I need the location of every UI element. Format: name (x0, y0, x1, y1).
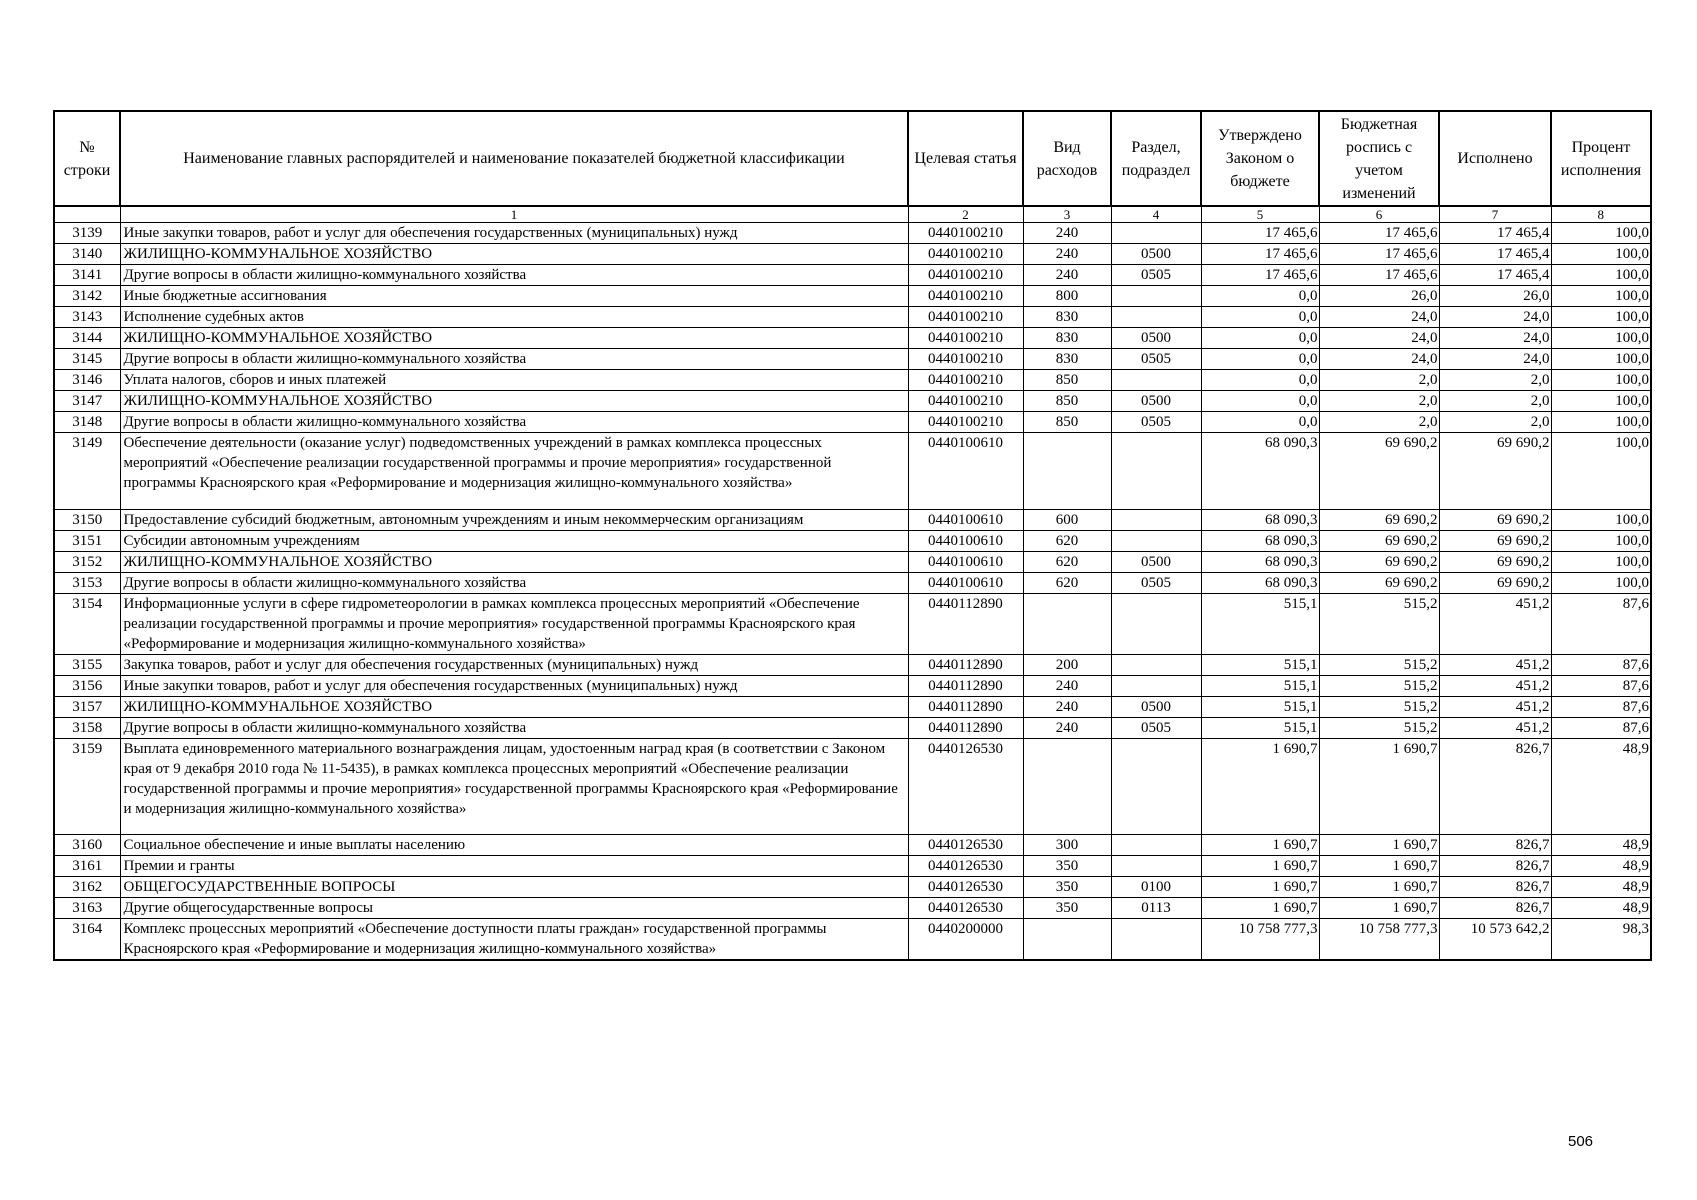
row-target-article: 0440126530 (908, 739, 1023, 835)
row-expense-type: 200 (1023, 655, 1111, 676)
table-row (54, 307, 1651, 328)
row-number: 3142 (54, 286, 120, 307)
budget-table (53, 110, 1652, 961)
row-expense-type (1023, 594, 1111, 655)
row-expense-type: 830 (1023, 328, 1111, 349)
row-section: 0500 (1111, 244, 1201, 265)
row-number: 3140 (54, 244, 120, 265)
row-expense-type: 300 (1023, 835, 1111, 856)
table-row (54, 244, 1651, 265)
row-percent: 98,3 (1551, 919, 1651, 961)
row-target-article: 0440100610 (908, 573, 1023, 594)
row-target-article: 0440112890 (908, 655, 1023, 676)
row-number: 3159 (54, 739, 120, 835)
row-approved: 68 090,3 (1201, 573, 1319, 594)
column-number-row (54, 206, 1651, 223)
row-number: 3139 (54, 223, 120, 244)
table-row (54, 391, 1651, 412)
table-row (54, 412, 1651, 433)
row-budget-schedule: 515,2 (1319, 594, 1439, 655)
row-number: 3163 (54, 898, 120, 919)
row-budget-schedule: 17 465,6 (1319, 265, 1439, 286)
row-approved: 515,1 (1201, 676, 1319, 697)
row-name: Выплата единовременного материального вознаграждения лицам, удостоенным наград края (в соответствии с Законом края от 9 декабря 2010 года № 11-5435), в рамках комплекса процессных мероприятий «Обеспечение реализации государственной программы и прочие мероприятия» государственной программы Красноярского края «Реформирование и модернизация жилищно-коммунального хозяйства» (120, 739, 908, 835)
row-expense-type: 830 (1023, 307, 1111, 328)
row-budget-schedule: 515,2 (1319, 655, 1439, 676)
row-expense-type (1023, 433, 1111, 510)
table-row (54, 531, 1651, 552)
row-expense-type: 620 (1023, 552, 1111, 573)
row-number: 3156 (54, 676, 120, 697)
row-executed: 17 465,4 (1439, 244, 1551, 265)
table-row (54, 856, 1651, 877)
row-expense-type: 240 (1023, 718, 1111, 739)
row-expense-type: 240 (1023, 265, 1111, 286)
table-row (54, 739, 1651, 835)
row-executed: 451,2 (1439, 718, 1551, 739)
row-executed: 69 690,2 (1439, 531, 1551, 552)
row-budget-schedule: 515,2 (1319, 697, 1439, 718)
row-expense-type: 350 (1023, 856, 1111, 877)
row-percent: 100,0 (1551, 328, 1651, 349)
row-executed: 826,7 (1439, 898, 1551, 919)
header-executed: Исполнено (1439, 111, 1551, 206)
header-section: Раздел, подраздел (1111, 111, 1201, 206)
row-percent: 100,0 (1551, 412, 1651, 433)
row-percent: 48,9 (1551, 739, 1651, 835)
column-number: 3 (1023, 206, 1111, 223)
header-target-article: Целевая статья (908, 111, 1023, 206)
row-target-article: 0440100210 (908, 349, 1023, 370)
row-approved: 0,0 (1201, 286, 1319, 307)
row-approved: 515,1 (1201, 718, 1319, 739)
row-name: Предоставление субсидий бюджетным, автономным учреждениям и иным некоммерческим организациям (120, 510, 908, 531)
row-approved: 0,0 (1201, 349, 1319, 370)
row-approved: 17 465,6 (1201, 265, 1319, 286)
row-percent: 87,6 (1551, 676, 1651, 697)
row-executed: 17 465,4 (1439, 223, 1551, 244)
row-executed: 451,2 (1439, 655, 1551, 676)
table-body (54, 223, 1651, 961)
row-executed: 2,0 (1439, 370, 1551, 391)
row-section (1111, 433, 1201, 510)
row-section: 0505 (1111, 718, 1201, 739)
row-budget-schedule: 17 465,6 (1319, 244, 1439, 265)
row-approved: 68 090,3 (1201, 552, 1319, 573)
column-number: 4 (1111, 206, 1201, 223)
row-percent: 87,6 (1551, 718, 1651, 739)
row-section: 0500 (1111, 552, 1201, 573)
row-name: Премии и гранты (120, 856, 908, 877)
row-number: 3144 (54, 328, 120, 349)
row-expense-type: 240 (1023, 676, 1111, 697)
row-approved: 0,0 (1201, 370, 1319, 391)
row-section (1111, 919, 1201, 961)
row-approved: 17 465,6 (1201, 223, 1319, 244)
row-executed: 69 690,2 (1439, 433, 1551, 510)
table-row (54, 510, 1651, 531)
table-row (54, 552, 1651, 573)
row-executed: 24,0 (1439, 349, 1551, 370)
row-section (1111, 594, 1201, 655)
row-expense-type: 600 (1023, 510, 1111, 531)
row-name: Другие вопросы в области жилищно-коммунального хозяйства (120, 573, 908, 594)
row-section (1111, 286, 1201, 307)
row-approved: 68 090,3 (1201, 510, 1319, 531)
row-expense-type (1023, 739, 1111, 835)
row-target-article: 0440100210 (908, 370, 1023, 391)
row-executed: 26,0 (1439, 286, 1551, 307)
row-target-article: 0440112890 (908, 676, 1023, 697)
row-executed: 2,0 (1439, 391, 1551, 412)
table-row (54, 655, 1651, 676)
column-number: 8 (1551, 206, 1651, 223)
row-executed: 451,2 (1439, 676, 1551, 697)
row-percent: 100,0 (1551, 531, 1651, 552)
row-executed: 451,2 (1439, 697, 1551, 718)
row-section: 0500 (1111, 697, 1201, 718)
row-expense-type (1023, 919, 1111, 961)
row-name: Иные закупки товаров, работ и услуг для обеспечения государственных (муниципальных) нужд (120, 676, 908, 697)
row-executed: 826,7 (1439, 739, 1551, 835)
row-section (1111, 739, 1201, 835)
row-percent: 87,6 (1551, 697, 1651, 718)
header-name: Наименование главных распорядителей и наименование показателей бюджетной классификации (120, 111, 908, 206)
table-row (54, 349, 1651, 370)
row-executed: 826,7 (1439, 856, 1551, 877)
row-approved: 1 690,7 (1201, 739, 1319, 835)
row-target-article: 0440100210 (908, 307, 1023, 328)
row-name: Другие общегосударственные вопросы (120, 898, 908, 919)
row-budget-schedule: 24,0 (1319, 307, 1439, 328)
row-approved: 1 690,7 (1201, 835, 1319, 856)
row-section: 0505 (1111, 265, 1201, 286)
row-expense-type: 850 (1023, 370, 1111, 391)
table-row (54, 877, 1651, 898)
row-expense-type: 240 (1023, 697, 1111, 718)
row-number: 3157 (54, 697, 120, 718)
column-number: 7 (1439, 206, 1551, 223)
row-expense-type: 850 (1023, 391, 1111, 412)
row-percent: 87,6 (1551, 655, 1651, 676)
row-percent: 100,0 (1551, 433, 1651, 510)
row-percent: 100,0 (1551, 510, 1651, 531)
row-executed: 17 465,4 (1439, 265, 1551, 286)
row-expense-type: 620 (1023, 573, 1111, 594)
row-number: 3145 (54, 349, 120, 370)
table-row (54, 835, 1651, 856)
row-name: Уплата налогов, сборов и иных платежей (120, 370, 908, 391)
row-budget-schedule: 24,0 (1319, 328, 1439, 349)
row-number: 3141 (54, 265, 120, 286)
row-section (1111, 531, 1201, 552)
row-number: 3164 (54, 919, 120, 961)
row-number: 3146 (54, 370, 120, 391)
row-budget-schedule: 2,0 (1319, 412, 1439, 433)
row-percent: 48,9 (1551, 898, 1651, 919)
row-expense-type: 350 (1023, 898, 1111, 919)
row-target-article: 0440100210 (908, 328, 1023, 349)
row-budget-schedule: 17 465,6 (1319, 223, 1439, 244)
row-approved: 0,0 (1201, 412, 1319, 433)
row-name: ЖИЛИЩНО-КОММУНАЛЬНОЕ ХОЗЯЙСТВО (120, 552, 908, 573)
row-budget-schedule: 1 690,7 (1319, 898, 1439, 919)
row-name: Социальное обеспечение и иные выплаты населению (120, 835, 908, 856)
row-budget-schedule: 69 690,2 (1319, 573, 1439, 594)
row-executed: 69 690,2 (1439, 573, 1551, 594)
table-row (54, 328, 1651, 349)
row-target-article: 0440100610 (908, 531, 1023, 552)
row-target-article: 0440126530 (908, 835, 1023, 856)
row-name: Исполнение судебных актов (120, 307, 908, 328)
row-target-article: 0440112890 (908, 594, 1023, 655)
row-name: Субсидии автономным учреждениям (120, 531, 908, 552)
row-name: ЖИЛИЩНО-КОММУНАЛЬНОЕ ХОЗЯЙСТВО (120, 328, 908, 349)
row-section: 0500 (1111, 391, 1201, 412)
row-budget-schedule: 515,2 (1319, 718, 1439, 739)
row-percent: 100,0 (1551, 223, 1651, 244)
row-approved: 515,1 (1201, 697, 1319, 718)
row-number: 3152 (54, 552, 120, 573)
row-name: Закупка товаров, работ и услуг для обеспечения государственных (муниципальных) нужд (120, 655, 908, 676)
row-target-article: 0440126530 (908, 898, 1023, 919)
row-budget-schedule: 69 690,2 (1319, 510, 1439, 531)
row-approved: 1 690,7 (1201, 856, 1319, 877)
row-percent: 100,0 (1551, 265, 1651, 286)
row-number: 3150 (54, 510, 120, 531)
row-section (1111, 223, 1201, 244)
row-number: 3154 (54, 594, 120, 655)
header-expense-type: Вид расходов (1023, 111, 1111, 206)
row-number: 3160 (54, 835, 120, 856)
row-section (1111, 655, 1201, 676)
column-number: 1 (120, 206, 908, 223)
table-row (54, 433, 1651, 510)
row-name: ЖИЛИЩНО-КОММУНАЛЬНОЕ ХОЗЯЙСТВО (120, 244, 908, 265)
row-target-article: 0440100210 (908, 223, 1023, 244)
row-executed: 10 573 642,2 (1439, 919, 1551, 961)
row-executed: 826,7 (1439, 835, 1551, 856)
row-budget-schedule: 69 690,2 (1319, 433, 1439, 510)
row-executed: 2,0 (1439, 412, 1551, 433)
table-row (54, 898, 1651, 919)
row-section: 0113 (1111, 898, 1201, 919)
row-target-article: 0440126530 (908, 856, 1023, 877)
header-percent: Процент исполнения (1551, 111, 1651, 206)
row-percent: 100,0 (1551, 391, 1651, 412)
row-target-article: 0440100210 (908, 265, 1023, 286)
row-name: Обеспечение деятельности (оказание услуг) подведомственных учреждений в рамках комплекса процессных мероприятий «Обеспечение реализации государственной программы и прочие мероприятия» государственной программы Красноярского края «Реформирование и модернизация жилищно-коммунального хозяйства» (120, 433, 908, 510)
row-section (1111, 856, 1201, 877)
column-number: 6 (1319, 206, 1439, 223)
row-name: ЖИЛИЩНО-КОММУНАЛЬНОЕ ХОЗЯЙСТВО (120, 697, 908, 718)
row-percent: 87,6 (1551, 594, 1651, 655)
row-target-article: 0440100210 (908, 391, 1023, 412)
row-name: Иные закупки товаров, работ и услуг для обеспечения государственных (муниципальных) нужд (120, 223, 908, 244)
row-percent: 100,0 (1551, 370, 1651, 391)
row-budget-schedule: 69 690,2 (1319, 531, 1439, 552)
row-name: Информационные услуги в сфере гидрометеорологии в рамках комплекса процессных мероприятий «Обеспечение реализации государственной программы и прочие мероприятия» государственной программы Красноярского края «Реформирование и модернизация жилищно-коммунального хозяйства» (120, 594, 908, 655)
row-executed: 24,0 (1439, 328, 1551, 349)
row-name: Другие вопросы в области жилищно-коммунального хозяйства (120, 718, 908, 739)
row-name: Другие вопросы в области жилищно-коммунального хозяйства (120, 349, 908, 370)
row-budget-schedule: 24,0 (1319, 349, 1439, 370)
row-executed: 826,7 (1439, 877, 1551, 898)
row-section: 0100 (1111, 877, 1201, 898)
row-section (1111, 307, 1201, 328)
header-row-number: № строки (54, 111, 120, 206)
row-section (1111, 510, 1201, 531)
row-approved: 515,1 (1201, 655, 1319, 676)
row-percent: 100,0 (1551, 307, 1651, 328)
row-expense-type: 620 (1023, 531, 1111, 552)
row-approved: 515,1 (1201, 594, 1319, 655)
header-budget-schedule: Бюджетная роспись с учетом изменений (1319, 111, 1439, 206)
row-number: 3158 (54, 718, 120, 739)
row-section: 0505 (1111, 412, 1201, 433)
table-row (54, 718, 1651, 739)
row-expense-type: 800 (1023, 286, 1111, 307)
row-name: ОБЩЕГОСУДАРСТВЕННЫЕ ВОПРОСЫ (120, 877, 908, 898)
row-number: 3162 (54, 877, 120, 898)
row-approved: 10 758 777,3 (1201, 919, 1319, 961)
row-name: Другие вопросы в области жилищно-коммунального хозяйства (120, 265, 908, 286)
row-budget-schedule: 1 690,7 (1319, 856, 1439, 877)
table-row (54, 573, 1651, 594)
row-approved: 0,0 (1201, 328, 1319, 349)
table-row (54, 265, 1651, 286)
row-target-article: 0440100610 (908, 552, 1023, 573)
row-target-article: 0440100610 (908, 510, 1023, 531)
page-number: 506 (1568, 1133, 1594, 1150)
row-section (1111, 835, 1201, 856)
row-target-article: 0440100210 (908, 412, 1023, 433)
header-approved: Утверждено Законом о бюджете (1201, 111, 1319, 206)
row-budget-schedule: 10 758 777,3 (1319, 919, 1439, 961)
table-row (54, 697, 1651, 718)
row-approved: 0,0 (1201, 307, 1319, 328)
row-section: 0505 (1111, 349, 1201, 370)
row-section (1111, 370, 1201, 391)
row-executed: 69 690,2 (1439, 552, 1551, 573)
row-executed: 451,2 (1439, 594, 1551, 655)
row-number: 3149 (54, 433, 120, 510)
row-percent: 48,9 (1551, 835, 1651, 856)
row-executed: 24,0 (1439, 307, 1551, 328)
table-header-row (54, 111, 1651, 206)
row-percent: 100,0 (1551, 349, 1651, 370)
table-row (54, 286, 1651, 307)
row-target-article: 0440100210 (908, 286, 1023, 307)
row-number: 3151 (54, 531, 120, 552)
table-row (54, 594, 1651, 655)
row-budget-schedule: 2,0 (1319, 370, 1439, 391)
row-target-article: 0440100610 (908, 433, 1023, 510)
row-percent: 48,9 (1551, 877, 1651, 898)
row-budget-schedule: 515,2 (1319, 676, 1439, 697)
row-number: 3147 (54, 391, 120, 412)
row-expense-type: 240 (1023, 223, 1111, 244)
row-expense-type: 350 (1023, 877, 1111, 898)
row-approved: 68 090,3 (1201, 531, 1319, 552)
row-percent: 100,0 (1551, 244, 1651, 265)
row-expense-type: 240 (1023, 244, 1111, 265)
table-row (54, 919, 1651, 961)
row-approved: 17 465,6 (1201, 244, 1319, 265)
table-row (54, 370, 1651, 391)
row-name: Другие вопросы в области жилищно-коммунального хозяйства (120, 412, 908, 433)
table-row (54, 676, 1651, 697)
column-number (54, 206, 120, 223)
row-approved: 0,0 (1201, 391, 1319, 412)
row-percent: 100,0 (1551, 573, 1651, 594)
row-percent: 100,0 (1551, 286, 1651, 307)
row-budget-schedule: 1 690,7 (1319, 835, 1439, 856)
row-number: 3155 (54, 655, 120, 676)
row-number: 3153 (54, 573, 120, 594)
row-expense-type: 850 (1023, 412, 1111, 433)
row-budget-schedule: 26,0 (1319, 286, 1439, 307)
row-percent: 48,9 (1551, 856, 1651, 877)
row-approved: 1 690,7 (1201, 877, 1319, 898)
row-number: 3161 (54, 856, 120, 877)
row-name: ЖИЛИЩНО-КОММУНАЛЬНОЕ ХОЗЯЙСТВО (120, 391, 908, 412)
table-row (54, 223, 1651, 244)
row-target-article: 0440200000 (908, 919, 1023, 961)
column-number: 5 (1201, 206, 1319, 223)
row-target-article: 0440112890 (908, 697, 1023, 718)
row-expense-type: 830 (1023, 349, 1111, 370)
row-executed: 69 690,2 (1439, 510, 1551, 531)
row-target-article: 0440100210 (908, 244, 1023, 265)
row-budget-schedule: 69 690,2 (1319, 552, 1439, 573)
row-budget-schedule: 2,0 (1319, 391, 1439, 412)
row-percent: 100,0 (1551, 552, 1651, 573)
row-approved: 1 690,7 (1201, 898, 1319, 919)
row-section: 0505 (1111, 573, 1201, 594)
row-budget-schedule: 1 690,7 (1319, 739, 1439, 835)
row-budget-schedule: 1 690,7 (1319, 877, 1439, 898)
row-approved: 68 090,3 (1201, 433, 1319, 510)
row-number: 3143 (54, 307, 120, 328)
row-section: 0500 (1111, 328, 1201, 349)
row-number: 3148 (54, 412, 120, 433)
row-target-article: 0440112890 (908, 718, 1023, 739)
row-name: Комплекс процессных мероприятий «Обеспечение доступности платы граждан» государственной программы Красноярского края «Реформирование и модернизация жилищно-коммунального хозяйства» (120, 919, 908, 961)
row-name: Иные бюджетные ассигнования (120, 286, 908, 307)
row-target-article: 0440126530 (908, 877, 1023, 898)
column-number: 2 (908, 206, 1023, 223)
row-section (1111, 676, 1201, 697)
